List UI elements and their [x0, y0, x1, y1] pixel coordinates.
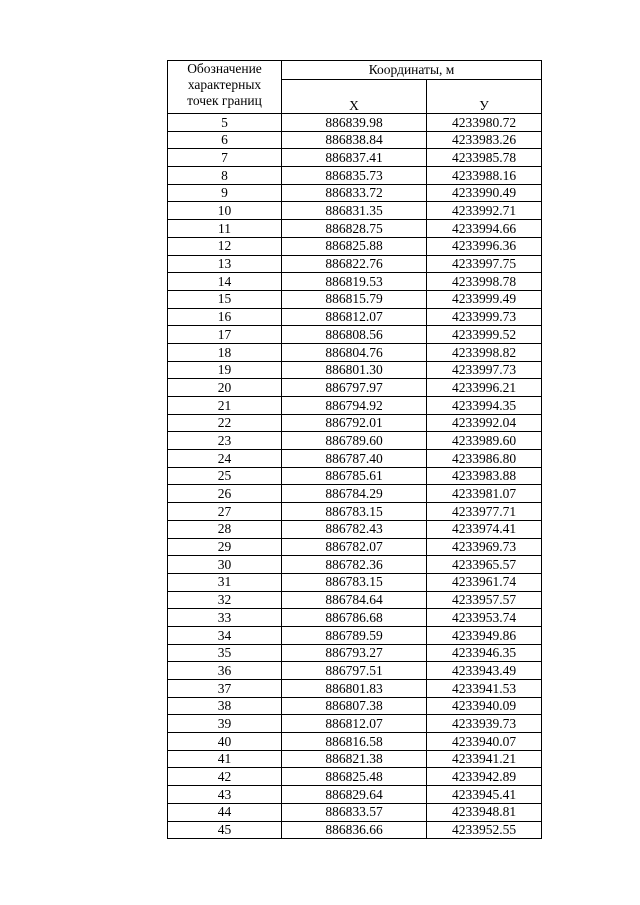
table-row: [168, 202, 542, 220]
table-body: [168, 114, 542, 839]
y-coordinate-cell: 4233996.36: [427, 237, 542, 255]
table-row: [168, 361, 542, 379]
table-header: [168, 61, 542, 114]
x-coordinate-cell: 886801.30: [282, 361, 427, 379]
y-coordinate-cell: 4233992.71: [427, 202, 542, 220]
point-number-cell: 17: [168, 326, 282, 344]
point-number-cell: 42: [168, 768, 282, 786]
table-row: [168, 768, 542, 786]
point-number-cell: 24: [168, 450, 282, 468]
x-coordinate-cell: 886835.73: [282, 167, 427, 185]
point-number-cell: 38: [168, 697, 282, 715]
table-row: [168, 397, 542, 415]
y-coordinate-cell: 4233940.07: [427, 733, 542, 751]
x-coordinate-cell: 886784.64: [282, 591, 427, 609]
point-number-cell: 27: [168, 503, 282, 521]
table-row: [168, 662, 542, 680]
x-coordinate-cell: 886825.88: [282, 237, 427, 255]
point-number-cell: 44: [168, 803, 282, 821]
point-number-cell: 26: [168, 485, 282, 503]
x-coordinate-cell: 886784.29: [282, 485, 427, 503]
y-coordinate-cell: 4233983.88: [427, 467, 542, 485]
point-number-cell: 37: [168, 680, 282, 698]
y-coordinate-cell: 4233999.52: [427, 326, 542, 344]
table-row: [168, 414, 542, 432]
x-coordinate-cell: 886836.66: [282, 821, 427, 839]
y-coordinate-cell: 4233997.75: [427, 255, 542, 273]
x-coordinate-cell: 886828.75: [282, 220, 427, 238]
table-row: [168, 432, 542, 450]
x-coordinate-cell: 886787.40: [282, 450, 427, 468]
table-row: [168, 379, 542, 397]
point-number-cell: 18: [168, 343, 282, 361]
x-coordinate-cell: 886815.79: [282, 290, 427, 308]
point-label-line-2: характерных: [187, 76, 262, 92]
table-row: [168, 573, 542, 591]
point-number-cell: 25: [168, 467, 282, 485]
point-number-cell: 39: [168, 715, 282, 733]
x-coordinate-cell: 886782.43: [282, 520, 427, 538]
table-row: [168, 290, 542, 308]
table-row: [168, 255, 542, 273]
y-coordinate-cell: 4233996.21: [427, 379, 542, 397]
point-number-cell: 36: [168, 662, 282, 680]
x-coordinate-cell: 886785.61: [282, 467, 427, 485]
y-coordinate-cell: 4233990.49: [427, 184, 542, 202]
point-number-cell: 23: [168, 432, 282, 450]
point-number-cell: 15: [168, 290, 282, 308]
y-column-header: У: [427, 80, 542, 114]
coordinates-group-header: Координаты, м: [282, 61, 542, 80]
y-coordinate-cell: 4233994.35: [427, 397, 542, 415]
table-row: [168, 343, 542, 361]
x-coordinate-cell: 886812.07: [282, 715, 427, 733]
y-coordinate-cell: 4233939.73: [427, 715, 542, 733]
x-coordinate-cell: 886786.68: [282, 609, 427, 627]
table-row: [168, 149, 542, 167]
table-row: [168, 520, 542, 538]
table-row: [168, 626, 542, 644]
point-number-cell: 43: [168, 786, 282, 804]
table-row: [168, 467, 542, 485]
y-coordinate-cell: 4233946.35: [427, 644, 542, 662]
point-label-header: [168, 61, 282, 114]
table-row: [168, 167, 542, 185]
point-number-cell: 32: [168, 591, 282, 609]
y-coordinate-cell: 4233999.73: [427, 308, 542, 326]
point-number-cell: 29: [168, 538, 282, 556]
point-number-cell: 40: [168, 733, 282, 751]
x-coordinate-cell: 886812.07: [282, 308, 427, 326]
point-number-cell: 16: [168, 308, 282, 326]
y-coordinate-cell: 4233945.41: [427, 786, 542, 804]
table-row: [168, 538, 542, 556]
y-coordinate-cell: 4233998.78: [427, 273, 542, 291]
y-coordinate-cell: 4233980.72: [427, 114, 542, 132]
table-row: [168, 733, 542, 751]
y-coordinate-cell: 4233952.55: [427, 821, 542, 839]
x-coordinate-cell: 886825.48: [282, 768, 427, 786]
x-coordinate-cell: 886833.72: [282, 184, 427, 202]
x-coordinate-cell: 886821.38: [282, 750, 427, 768]
point-number-cell: 14: [168, 273, 282, 291]
point-number-cell: 13: [168, 255, 282, 273]
table-row: [168, 503, 542, 521]
table-row: [168, 715, 542, 733]
y-coordinate-cell: 4233957.57: [427, 591, 542, 609]
x-coordinate-cell: 886829.64: [282, 786, 427, 804]
x-coordinate-cell: 886839.98: [282, 114, 427, 132]
x-coordinate-cell: 886783.15: [282, 573, 427, 591]
table-row: [168, 326, 542, 344]
table-row: [168, 609, 542, 627]
y-coordinate-cell: 4233999.49: [427, 290, 542, 308]
y-coordinate-cell: 4233941.53: [427, 680, 542, 698]
x-coordinate-cell: 886792.01: [282, 414, 427, 432]
point-number-cell: 7: [168, 149, 282, 167]
y-coordinate-cell: 4233940.09: [427, 697, 542, 715]
point-number-cell: 5: [168, 114, 282, 132]
x-coordinate-cell: 886801.83: [282, 680, 427, 698]
x-coordinate-cell: 886831.35: [282, 202, 427, 220]
table-row: [168, 680, 542, 698]
x-coordinate-cell: 886804.76: [282, 343, 427, 361]
table-row: [168, 450, 542, 468]
point-number-cell: 20: [168, 379, 282, 397]
y-coordinate-cell: 4233988.16: [427, 167, 542, 185]
x-coordinate-cell: 886794.92: [282, 397, 427, 415]
table-row: [168, 131, 542, 149]
point-number-cell: 45: [168, 821, 282, 839]
x-coordinate-cell: 886789.59: [282, 626, 427, 644]
point-number-cell: 6: [168, 131, 282, 149]
x-coordinate-cell: 886816.58: [282, 733, 427, 751]
table-row: [168, 786, 542, 804]
x-coordinate-cell: 886793.27: [282, 644, 427, 662]
x-coordinate-cell: 886819.53: [282, 273, 427, 291]
x-coordinate-cell: 886822.76: [282, 255, 427, 273]
y-coordinate-cell: 4233941.21: [427, 750, 542, 768]
point-label-line-3: точек границ: [187, 92, 262, 108]
y-coordinate-cell: 4233994.66: [427, 220, 542, 238]
table-row: [168, 750, 542, 768]
y-coordinate-cell: 4233969.73: [427, 538, 542, 556]
y-coordinate-cell: 4233948.81: [427, 803, 542, 821]
x-coordinate-cell: 886808.56: [282, 326, 427, 344]
table-row: [168, 821, 542, 839]
y-coordinate-cell: 4233949.86: [427, 626, 542, 644]
point-number-cell: 28: [168, 520, 282, 538]
x-coordinate-cell: 886838.84: [282, 131, 427, 149]
y-coordinate-cell: 4233965.57: [427, 556, 542, 574]
table-row: [168, 184, 542, 202]
point-number-cell: 9: [168, 184, 282, 202]
y-coordinate-cell: 4233974.41: [427, 520, 542, 538]
table-row: [168, 114, 542, 132]
y-coordinate-cell: 4233997.73: [427, 361, 542, 379]
y-coordinate-cell: 4233998.82: [427, 343, 542, 361]
table-row: [168, 237, 542, 255]
point-number-cell: 31: [168, 573, 282, 591]
point-number-cell: 22: [168, 414, 282, 432]
point-number-cell: 12: [168, 237, 282, 255]
table-row: [168, 220, 542, 238]
y-coordinate-cell: 4233992.04: [427, 414, 542, 432]
y-coordinate-cell: 4233977.71: [427, 503, 542, 521]
x-coordinate-cell: 886797.51: [282, 662, 427, 680]
point-number-cell: 35: [168, 644, 282, 662]
y-coordinate-cell: 4233985.78: [427, 149, 542, 167]
y-coordinate-cell: 4233981.07: [427, 485, 542, 503]
x-column-header: X: [282, 80, 427, 114]
table-row: [168, 697, 542, 715]
x-coordinate-cell: 886789.60: [282, 432, 427, 450]
x-coordinate-cell: 886833.57: [282, 803, 427, 821]
point-label-line-1: Обозначение: [187, 61, 262, 76]
point-number-cell: 41: [168, 750, 282, 768]
x-coordinate-cell: 886837.41: [282, 149, 427, 167]
point-number-cell: 34: [168, 626, 282, 644]
y-coordinate-cell: 4233961.74: [427, 573, 542, 591]
y-coordinate-cell: 4233986.80: [427, 450, 542, 468]
y-coordinate-cell: 4233943.49: [427, 662, 542, 680]
point-number-cell: 19: [168, 361, 282, 379]
table-row: [168, 556, 542, 574]
y-coordinate-cell: 4233953.74: [427, 609, 542, 627]
table-row: [168, 644, 542, 662]
y-coordinate-cell: 4233989.60: [427, 432, 542, 450]
point-number-cell: 10: [168, 202, 282, 220]
x-coordinate-cell: 886782.36: [282, 556, 427, 574]
x-coordinate-cell: 886782.07: [282, 538, 427, 556]
coordinates-table: [167, 60, 542, 839]
table-row: [168, 591, 542, 609]
x-coordinate-cell: 886807.38: [282, 697, 427, 715]
y-coordinate-cell: 4233942.89: [427, 768, 542, 786]
table-row: [168, 803, 542, 821]
x-coordinate-cell: 886797.97: [282, 379, 427, 397]
x-coordinate-cell: 886783.15: [282, 503, 427, 521]
point-number-cell: 21: [168, 397, 282, 415]
point-number-cell: 33: [168, 609, 282, 627]
y-coordinate-cell: 4233983.26: [427, 131, 542, 149]
table-row: [168, 485, 542, 503]
point-number-cell: 30: [168, 556, 282, 574]
point-number-cell: 11: [168, 220, 282, 238]
table-row: [168, 308, 542, 326]
table-row: [168, 273, 542, 291]
point-number-cell: 8: [168, 167, 282, 185]
